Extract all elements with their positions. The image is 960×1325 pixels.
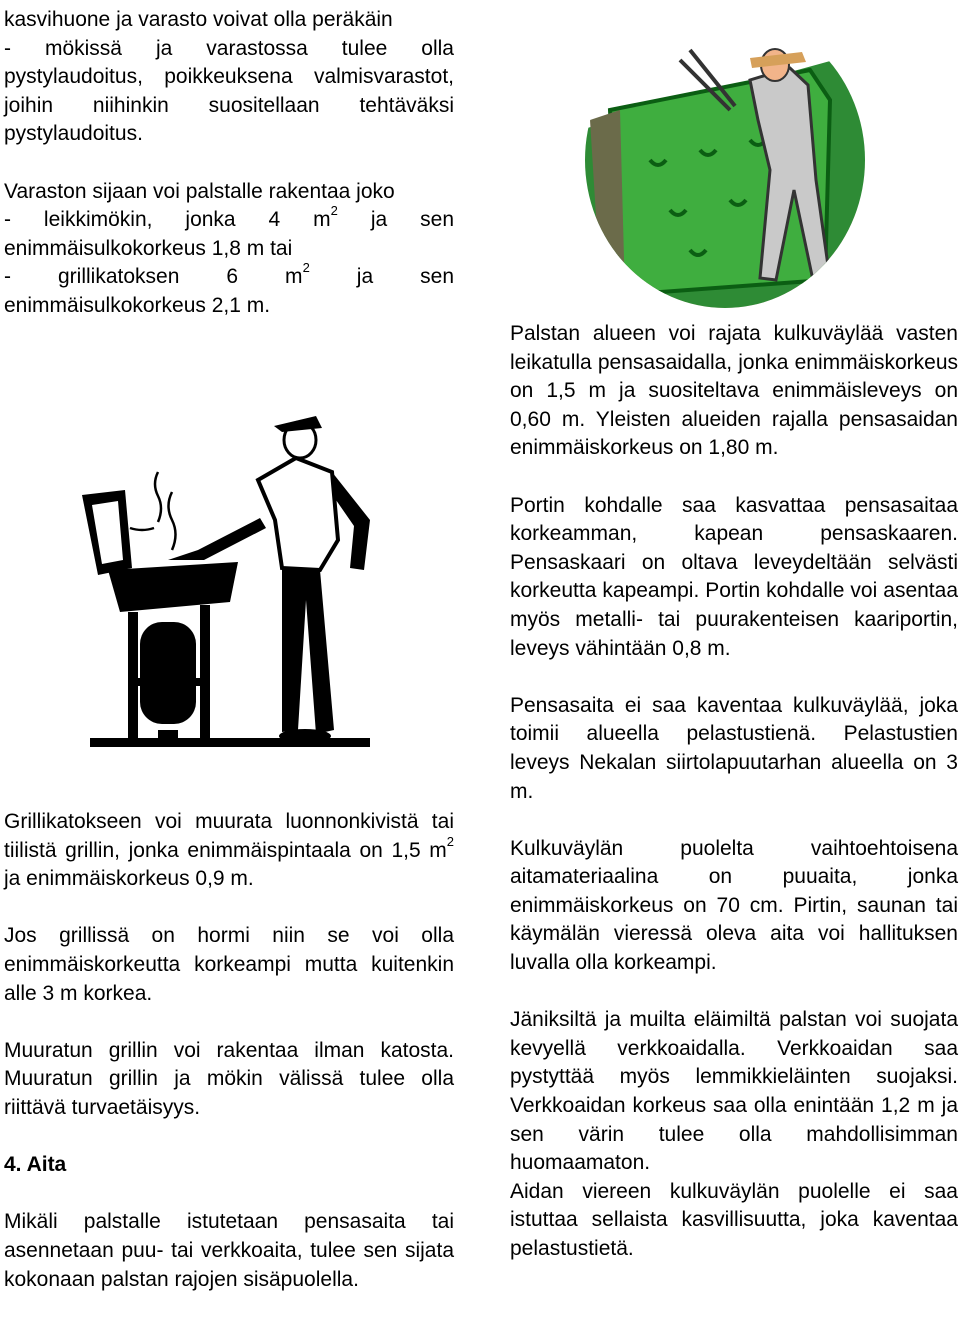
paragraph-storage-1a: kasvihuone ja varasto voivat olla peräkäin (4, 8, 393, 31)
left-column-top (4, 6, 454, 321)
paragraph-grill-shelter: - grillikatoksen 6 $m^2$ ja sen enimmäisulkokorkeus 2,1 m. (4, 260, 455, 317)
right-column (510, 320, 958, 1264)
man-grilling-illustration (70, 400, 380, 750)
paragraph-chimney: Jos grillissä on hormi niin se voi olla enimmäiskorkeutta korkeampi mutta kuitenkin alle 3 m korkea. (4, 924, 454, 1005)
paragraph-playhouse: - leikkimökin, jonka 4 $m^2$ ja sen enimmäisulkokorkeus 1,8 m tai (4, 203, 454, 260)
paragraph-wire-fence: Jäniksiltä ja muilta eläimiltä palstan voi suojata kevyellä verkkoaidalla. Verkkoaidan saa pystyttää myös lemmikkieläinten suojaksi. Verkkoaidan korkeus saa olla enintään 1,2 m ja sen värin tulee olla mahdollisimman huomaamaton. (510, 1008, 958, 1175)
paragraph-path-vegetation: Aidan viereen kulkuväylän puolelle ei saa istuttaa sellaista kasvillisuutta, joka kaventaa pelastustietä. (510, 1179, 958, 1260)
section-heading-fence: 4. Aita (4, 1153, 67, 1177)
paragraph-grill-area: Grillikatokseen voi muurata luonnonkivistä tai tiilistä grillin, jonka enimmäispintaala on 1,5 $m^2$ ja enimmäiskorkeus 0,9 m. (4, 810, 454, 891)
paragraph-fence-intro: Mikäli palstalle istutetaan pensasaita tai asennetaan puu- tai verkkoaita, tulee sen sijata kokonaan palstan rajojen sisäpuolella. (4, 1210, 454, 1291)
paragraph-rescue-road: Pensasaita ei saa kaventaa kulkuväylää, joka toimii alueella pelastustienä. Pelastustien leveys Nekalan siirtolapuutarhan alueella on 3 m. (510, 693, 958, 803)
left-column-bottom (4, 808, 454, 1294)
paragraph-masonry-grill: Muuratun grillin voi rakentaa ilman katosta. Muuratun grillin ja mökin välissä tulee olla riittävä turvaetäisyys. (4, 1038, 454, 1119)
paragraph-wood-fence: Kulkuväylän puolelta vaihtoehtoisena aitamateriaalina on puuaita, jonka enimmäiskorkeus on 70 cm. Pirtin, saunan tai käymälän vieressä oleva aita voi hallituksen luvalla olla korkeampi. (510, 836, 958, 975)
paragraph-gate-arch: Portin kohdalle saa kasvattaa pensasaitaa korkeamman, kapean pensaskaaren. Pensaskaari on oltava leveydeltään selvästi korkeutta kapeampi. Portin kohdalle voi asentaa myös metalli- tai puurakenteisen kaariportin, leveys vähintään 0,8 m. (510, 493, 958, 660)
gardener-trimming-hedge-illustration (580, 10, 870, 310)
paragraph-storage-2-intro: Varaston sijaan voi palstalle rakentaa joko (4, 179, 395, 203)
paragraph-storage-1b: - mökissä ja varastossa tulee olla pystylaudoitus, poikkeuksena valmisvarastot, joihin niihinkin suositellaan tehtäväksi pystylaudoitus. (4, 36, 454, 146)
paragraph-hedge-height: Palstan alueen voi rajata kulkuväylää vasten leikatulla pensasaidalla, jonka enimmäiskorkeus on 1,5 m ja suositeltava enimmäisleveys on 0,60 m. Yleisten alueiden rajalla pensasaidan enimmäiskorkeus on 1,80 m. (510, 322, 958, 460)
